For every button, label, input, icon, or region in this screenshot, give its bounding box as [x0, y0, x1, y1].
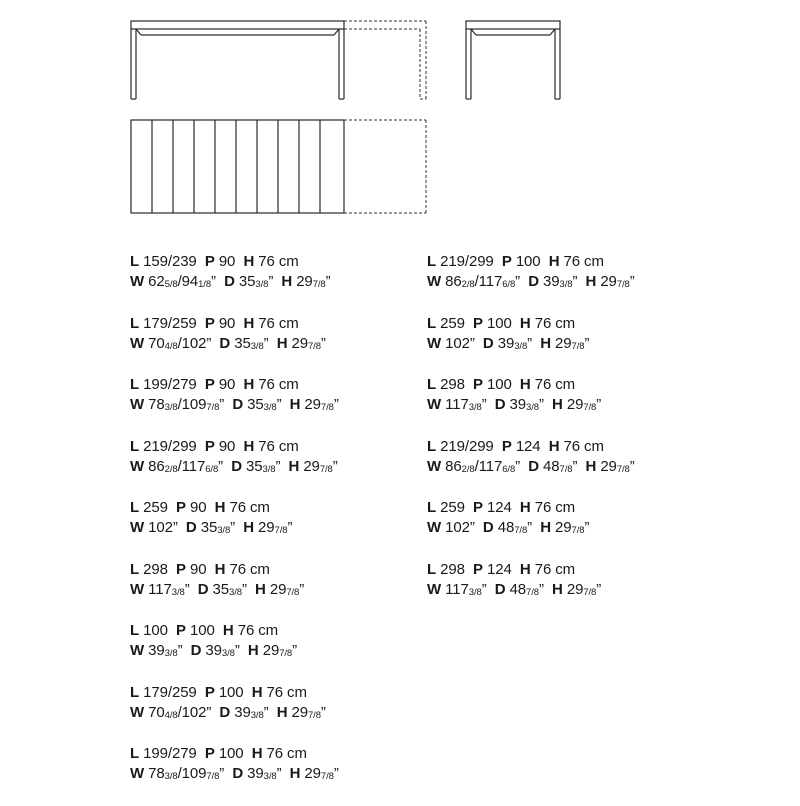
dimension-key: P [204, 437, 215, 455]
fraction: 5/8 [164, 279, 178, 290]
dimension-value: 102” [445, 519, 475, 536]
dimension-value: $29_{7/8}$” [304, 765, 339, 782]
dimension-key: W [427, 457, 442, 475]
spec-list-right [427, 252, 635, 621]
dimension-key: L [130, 683, 140, 701]
dimension-key: W [427, 273, 442, 290]
dimension-value: $29_{7/8}$” [269, 580, 305, 598]
dimension-value: $35_{3/8}$” [246, 457, 281, 475]
dimension-value: $29_{7/8}$” [555, 519, 590, 536]
dimension-value: 100 [515, 253, 541, 270]
fraction: 2/8 [164, 463, 178, 475]
metric-dimensions [130, 621, 339, 641]
fraction: 3/8 [171, 586, 185, 598]
dimension-value: 179/259 [143, 314, 197, 332]
dimension-key: H [243, 314, 255, 332]
fraction: 3/8 [164, 648, 178, 659]
spec-entry [427, 375, 635, 437]
spec-entry [130, 683, 339, 745]
dimension-key: H [519, 376, 531, 393]
dimension-value: $29_{7/8}$” [566, 580, 602, 598]
dimension-key: H [243, 253, 255, 270]
fraction: 7/8 [583, 402, 597, 413]
dimension-key: H [214, 560, 226, 578]
dimension-key: L [427, 437, 437, 455]
dimension-key: D [219, 334, 231, 352]
front-extension-dashed [344, 21, 426, 99]
fraction: 7/8 [526, 586, 539, 598]
dimension-value: $29_{7/8}$” [304, 396, 339, 413]
dimension-key: D [185, 519, 197, 536]
metric-dimensions [427, 560, 635, 580]
dimension-key: W [130, 334, 145, 352]
dimension-value: 90 [218, 437, 236, 455]
dimension-value: $39_{3/8}$” [497, 334, 533, 352]
imperial-dimensions [130, 334, 339, 356]
dimension-key: H [243, 376, 255, 393]
dimension-key: H [251, 745, 263, 762]
top-view-outline [131, 120, 344, 213]
dimension-value: $29_{7/8}$” [600, 273, 635, 290]
dimension-key: H [247, 642, 259, 659]
side-tabletop [466, 21, 560, 29]
imperial-dimensions [427, 518, 635, 540]
dimension-value: $29_{7/8}$” [291, 703, 326, 721]
fraction: 2/8 [461, 463, 475, 475]
dimension-value: 219/299 [143, 437, 197, 455]
dimension-value: 298 [440, 560, 465, 578]
dimension-key: W [130, 273, 145, 290]
dimension-key: D [232, 396, 244, 413]
fraction: 4/8 [164, 709, 178, 721]
dimension-key: P [204, 253, 215, 270]
dimension-key: W [130, 765, 145, 782]
spec-entry [427, 314, 635, 376]
metric-dimensions [130, 498, 339, 518]
dimension-key: W [427, 519, 442, 536]
fraction: 6/8 [502, 463, 516, 475]
dimension-key: P [473, 314, 483, 332]
dimension-value: 100 [218, 683, 244, 701]
spec-list-left [130, 252, 339, 806]
fraction: 7/8 [320, 771, 334, 782]
dimension-key: W [130, 519, 145, 536]
dimension-key: H [540, 519, 551, 536]
fraction: 7/8 [571, 525, 585, 536]
dimension-key: P [176, 622, 186, 639]
fraction: 3/8 [255, 279, 269, 290]
dimension-value: 259 [143, 499, 168, 516]
fraction: 7/8 [616, 279, 630, 290]
dimension-value: $62_{5/8}/94_{1/8}$” [148, 273, 216, 290]
dimension-value: 179/259 [143, 683, 197, 701]
fraction: 7/8 [559, 463, 573, 475]
fraction: 4/8 [164, 340, 178, 352]
dimension-key: H [540, 334, 551, 352]
spec-entry [130, 252, 339, 314]
dimension-value: $78_{3/8}/109_{7/8}$” [148, 396, 225, 413]
spec-entry [427, 252, 635, 314]
spec-entry [130, 437, 339, 499]
technical-drawings [0, 0, 800, 240]
dimension-value: 219/299 [440, 253, 494, 270]
spec-entry [130, 314, 339, 376]
metric-dimensions [130, 683, 339, 703]
dimension-value: 100 [190, 622, 215, 639]
dimension-value: $39_{3/8}$” [543, 273, 578, 290]
dimension-key: L [130, 622, 140, 639]
fraction: 1/8 [198, 279, 212, 290]
fraction: 7/8 [308, 709, 321, 721]
dimension-value: $39_{3/8}$” [234, 703, 269, 721]
dimension-value: 102” [445, 334, 475, 352]
dimension-value: $78_{3/8}/109_{7/8}$” [148, 765, 225, 782]
dimension-value: $48_{7/8}$” [497, 519, 533, 536]
dimension-value: 124 [487, 560, 512, 578]
dimension-key: W [130, 703, 145, 721]
fraction: 3/8 [263, 771, 277, 782]
dimension-key: H [243, 519, 254, 536]
dimension-key: H [548, 437, 560, 455]
dimension-value: 159/239 [143, 253, 197, 270]
dimension-key: P [501, 437, 512, 455]
spec-entry [130, 498, 339, 560]
dimension-value: $35_{3/8}$” [212, 580, 247, 598]
dimension-value: 219/299 [440, 437, 494, 455]
dimension-key: D [494, 396, 506, 413]
dimension-value: $86_{2/8}/117_{6/8}$” [445, 457, 521, 475]
metric-dimensions [130, 375, 339, 395]
spec-entry [427, 560, 635, 622]
dimension-key: H [243, 437, 255, 455]
dimension-value: 199/279 [143, 745, 197, 762]
dimension-value: 90 [190, 560, 207, 578]
fraction: 7/8 [583, 586, 597, 598]
metric-dimensions [427, 314, 635, 334]
dimension-key: H [276, 703, 288, 721]
dimension-value: 76 cm [229, 499, 270, 516]
dimension-key: D [232, 765, 244, 782]
dimension-value: 90 [218, 314, 236, 332]
fraction: 3/8 [468, 402, 482, 413]
dimension-value: 298 [143, 560, 168, 578]
dimension-value: 100 [143, 622, 168, 639]
dimension-value: 76 cm [258, 314, 299, 332]
dimension-value: $39_{3/8}$” [247, 765, 282, 782]
dimension-key: W [130, 396, 145, 413]
dimension-key: D [224, 273, 235, 290]
dimension-value: $117_{3/8}$” [445, 580, 487, 598]
fraction: 7/8 [286, 586, 300, 598]
fraction: 7/8 [312, 279, 326, 290]
dimension-key: L [130, 314, 140, 332]
spec-entry [130, 621, 339, 683]
dimension-key: L [427, 499, 437, 516]
dimension-value: 76 cm [534, 499, 576, 516]
spec-entry [130, 744, 339, 806]
fraction: 7/8 [571, 340, 585, 352]
fraction: 7/8 [274, 525, 288, 536]
dimension-value: $29_{7/8}$” [258, 519, 293, 536]
fraction: 7/8 [319, 463, 333, 475]
dimension-value: 76 cm [534, 376, 576, 393]
fraction: 7/8 [279, 648, 293, 659]
dimension-key: P [204, 745, 215, 762]
fraction: 7/8 [308, 340, 321, 352]
dimension-value: $29_{7/8}$” [303, 457, 338, 475]
fraction: 7/8 [616, 463, 630, 475]
dimension-key: D [528, 273, 539, 290]
fraction: 3/8 [250, 709, 264, 721]
dimension-key: P [204, 683, 215, 701]
metric-dimensions [427, 437, 635, 457]
dimension-key: D [231, 457, 242, 475]
dimension-value: 100 [487, 314, 512, 332]
dimension-key: H [519, 314, 531, 332]
front-elevation-drawing [131, 21, 344, 99]
dimension-key: D [219, 703, 231, 721]
fraction: 3/8 [514, 340, 528, 352]
imperial-dimensions [130, 395, 339, 417]
metric-dimensions [130, 744, 339, 764]
dimension-key: H [276, 334, 288, 352]
dimension-value: 76 cm [258, 253, 299, 270]
dimension-value: 90 [218, 376, 236, 393]
dimension-value: 76 cm [534, 560, 576, 578]
dimension-key: P [473, 499, 483, 516]
dimension-value: 76 cm [563, 253, 604, 270]
dimension-key: W [130, 642, 145, 659]
dimension-key: H [214, 499, 226, 516]
dimension-key: W [427, 580, 442, 598]
dimension-key: L [130, 745, 140, 762]
dimension-value: $29_{7/8}$” [291, 334, 326, 352]
dimension-value: 76 cm [266, 745, 307, 762]
fraction: 3/8 [221, 648, 235, 659]
dimension-key: H [289, 765, 301, 782]
dimension-value: 76 cm [534, 314, 576, 332]
dimension-key: L [427, 560, 437, 578]
dimension-key: H [251, 683, 263, 701]
dimension-value: 100 [487, 376, 512, 393]
metric-dimensions [130, 437, 339, 457]
dimension-value: $39_{3/8}$” [205, 642, 240, 659]
top-view-extension-dashed [344, 120, 426, 213]
fraction: 3/8 [468, 586, 482, 598]
imperial-dimensions [130, 580, 339, 602]
metric-dimensions [130, 560, 339, 580]
dimension-value: $29_{7/8}$” [555, 334, 590, 352]
dimension-value: 124 [515, 437, 541, 455]
metric-dimensions [427, 375, 635, 395]
spec-entry [427, 498, 635, 560]
dimension-key: P [176, 499, 186, 516]
imperial-dimensions [130, 764, 339, 786]
fraction: 3/8 [164, 771, 178, 782]
dimension-value: 100 [218, 745, 244, 762]
dimension-value: 76 cm [258, 376, 299, 393]
dimension-key: D [482, 334, 494, 352]
dimension-key: D [197, 580, 209, 598]
metric-dimensions [130, 252, 339, 272]
fraction: 3/8 [250, 340, 264, 352]
dimension-value: 76 cm [266, 683, 307, 701]
imperial-dimensions [130, 518, 339, 540]
dimension-key: H [222, 622, 234, 639]
dimension-value: 90 [218, 253, 236, 270]
fraction: 7/8 [206, 402, 220, 413]
dimension-value: 259 [440, 314, 465, 332]
dimension-key: L [427, 253, 437, 270]
fraction: 7/8 [514, 525, 528, 536]
dimension-key: P [204, 376, 215, 393]
dimension-key: P [473, 560, 483, 578]
fraction: 2/8 [461, 279, 475, 290]
dimension-value: $70_{4/8}/102$” [148, 334, 212, 352]
dimension-key: H [585, 457, 597, 475]
dimension-key: W [130, 580, 145, 598]
dimension-value: $48_{7/8}$” [543, 457, 578, 475]
spec-entry [427, 437, 635, 499]
imperial-dimensions [427, 580, 635, 602]
dimension-key: L [427, 314, 437, 332]
dimension-key: H [519, 560, 531, 578]
imperial-dimensions [427, 395, 635, 417]
dimension-value: $117_{3/8}$” [445, 396, 487, 413]
dimension-key: L [130, 376, 140, 393]
metric-dimensions [427, 498, 635, 518]
dimension-value: 102” [148, 519, 178, 536]
dimension-value: 90 [190, 499, 207, 516]
dimension-key: D [190, 642, 202, 659]
fraction: 3/8 [229, 586, 242, 598]
dimension-value: 298 [440, 376, 465, 393]
dimension-key: W [427, 334, 442, 352]
dimension-key: H [289, 396, 301, 413]
dimension-value: $86_{2/8}/117_{6/8}$” [445, 273, 521, 290]
imperial-dimensions [130, 272, 339, 294]
dimension-value: $35_{3/8}$” [247, 396, 282, 413]
imperial-dimensions [427, 272, 635, 294]
dimension-key: L [130, 437, 140, 455]
dimension-value: $39_{3/8}$” [148, 642, 183, 659]
dimension-value: 76 cm [237, 622, 279, 639]
fraction: 3/8 [526, 402, 539, 413]
dimension-key: L [130, 253, 140, 270]
imperial-dimensions [130, 703, 339, 725]
dimension-key: P [176, 560, 186, 578]
top-view-drawing [131, 120, 344, 213]
dimension-value: 76 cm [229, 560, 270, 578]
dimension-value: $48_{7/8}$” [509, 580, 544, 598]
dimension-value: 259 [440, 499, 465, 516]
dimension-key: L [427, 376, 437, 393]
fraction: 6/8 [205, 463, 219, 475]
dimension-key: H [519, 499, 531, 516]
dimension-key: H [281, 273, 293, 290]
dimension-value: $29_{7/8}$” [262, 642, 298, 659]
dimension-key: P [501, 253, 512, 270]
dimension-key: W [427, 396, 442, 413]
dimension-value: $29_{7/8}$” [566, 396, 602, 413]
dimension-key: P [204, 314, 215, 332]
imperial-dimensions [427, 334, 635, 356]
dimension-key: P [473, 376, 483, 393]
dimension-value: 124 [487, 499, 512, 516]
dimension-key: H [585, 273, 597, 290]
dimension-key: L [130, 560, 140, 578]
dimension-key: H [288, 457, 300, 475]
fraction: 3/8 [559, 279, 573, 290]
dimension-value: $86_{2/8}/117_{6/8}$” [148, 457, 224, 475]
front-tabletop [131, 21, 344, 29]
fraction: 6/8 [502, 279, 516, 290]
dimension-value: $35_{3/8}$” [234, 334, 269, 352]
dimension-value: $35_{3/8}$” [200, 519, 236, 536]
fraction: 3/8 [164, 402, 178, 413]
dimension-key: H [552, 396, 563, 413]
imperial-dimensions [130, 641, 339, 663]
metric-dimensions [130, 314, 339, 334]
fraction: 3/8 [217, 525, 231, 536]
dimension-value: 76 cm [563, 437, 604, 455]
dimension-value: $117_{3/8}$” [148, 580, 190, 598]
dimension-value: 76 cm [258, 437, 299, 455]
side-elevation-drawing [466, 21, 560, 99]
dimension-key: H [552, 580, 563, 598]
spec-entry [130, 375, 339, 437]
imperial-dimensions [130, 457, 339, 479]
fraction: 3/8 [262, 463, 276, 475]
dimension-key: L [130, 499, 140, 516]
dimension-value: $70_{4/8}/102$” [148, 703, 212, 721]
imperial-dimensions [427, 457, 635, 479]
dimension-key: D [482, 519, 494, 536]
dimension-key: D [494, 580, 506, 598]
spec-entry [130, 560, 339, 622]
fraction: 7/8 [206, 771, 220, 782]
dimension-key: W [130, 457, 145, 475]
dimension-value: $29_{7/8}$” [296, 273, 331, 290]
fraction: 3/8 [263, 402, 277, 413]
dimension-value: $39_{3/8}$” [509, 396, 544, 413]
fraction: 7/8 [320, 402, 334, 413]
dimension-value: $35_{3/8}$” [238, 273, 274, 290]
dimension-key: D [528, 457, 539, 475]
dimension-key: H [548, 253, 560, 270]
metric-dimensions [427, 252, 635, 272]
dimension-value: 199/279 [143, 376, 197, 393]
dimension-key: H [255, 580, 266, 598]
dimension-value: $29_{7/8}$” [600, 457, 635, 475]
